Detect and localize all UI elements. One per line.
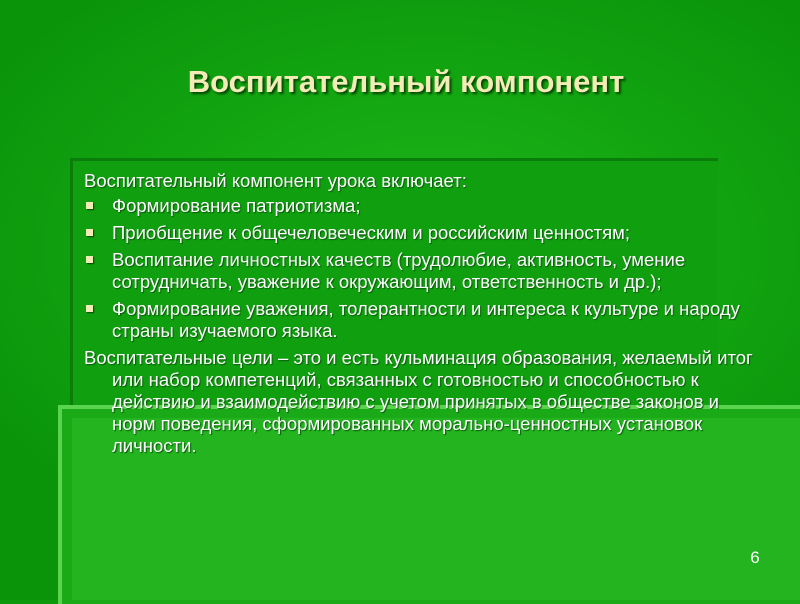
slide-content	[84, 170, 764, 457]
bullet-item	[84, 195, 764, 217]
conclusion-text: Воспитательные цели – это и есть кульминация образования, желаемый итог или набор компетенций, связанных с готовностью и способностью к действию и взаимодействию с учетом принятых в обществе законов и норм поведения, сформированных морально-ценностных установок личности.	[84, 347, 753, 456]
bullet-text: Приобщение к общечеловеческим и российским ценностям;	[112, 222, 631, 243]
intro-text: Воспитательный компонент урока включает:	[84, 170, 467, 191]
bullet-item	[84, 249, 764, 293]
square-bullet-icon	[86, 229, 93, 236]
bullet-text: Формирование уважения, толерантности и интереса к культуре и народу страны изучаемого языка.	[112, 298, 740, 341]
square-bullet-icon	[86, 305, 93, 312]
square-bullet-icon	[86, 256, 93, 263]
square-bullet-icon	[86, 202, 93, 209]
bullet-list	[84, 195, 764, 342]
slide-number: 6	[750, 548, 760, 567]
bullet-item	[84, 298, 764, 342]
slide-title: Воспитательный компонент	[187, 64, 625, 99]
bullet-text: Воспитание личностных качеств (трудолюбие, активность, умение сотрудничать, уважение к окружающим, ответственность и др.);	[112, 249, 686, 292]
bullet-item	[84, 222, 764, 244]
bullet-text: Формирование патриотизма;	[112, 195, 361, 216]
